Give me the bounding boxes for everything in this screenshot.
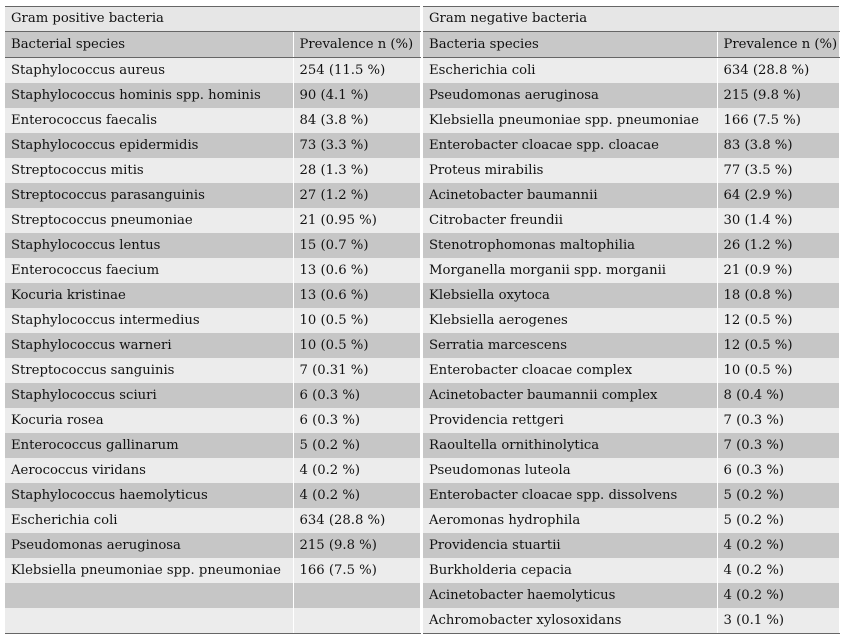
prevalence-cell: 5 (0.2 %): [717, 508, 839, 533]
table-row: [423, 333, 839, 358]
prevalence-cell: 6 (0.3 %): [293, 408, 420, 433]
species-cell: Acinetobacter baumannii complex: [423, 383, 717, 408]
prevalence-cell: 64 (2.9 %): [717, 183, 839, 208]
table-row: [423, 158, 839, 183]
species-cell: Providencia stuartii: [423, 533, 717, 558]
prevalence-cell: 6 (0.3 %): [717, 458, 839, 483]
species-cell: Staphylococcus aureus: [5, 58, 293, 84]
table-row: [5, 183, 420, 208]
species-cell: Staphylococcus lentus: [5, 233, 293, 258]
table-row: [5, 83, 420, 108]
species-cell: Acinetobacter baumannii: [423, 183, 717, 208]
species-cell: [5, 608, 293, 634]
species-cell: [5, 583, 293, 608]
table-row: [5, 158, 420, 183]
table-row: [5, 383, 420, 408]
table-row: [423, 258, 839, 283]
prevalence-cell: 4 (0.2 %): [717, 583, 839, 608]
prevalence-cell: 12 (0.5 %): [717, 308, 839, 333]
species-cell: Klebsiella oxytoca: [423, 283, 717, 308]
table-row: [423, 608, 839, 634]
prevalence-cell: 27 (1.2 %): [293, 183, 420, 208]
column-header-species: Bacterial species: [5, 32, 293, 58]
table-row: [5, 583, 420, 608]
species-cell: Enterobacter cloacae spp. dissolvens: [423, 483, 717, 508]
table-row: [423, 358, 839, 383]
table-row: [5, 58, 420, 84]
prevalence-cell: [293, 608, 420, 634]
gram-negative-title: Gram negative bacteria: [423, 7, 839, 32]
prevalence-cell: 83 (3.8 %): [717, 133, 839, 158]
species-cell: Morganella morganii spp. morganii: [423, 258, 717, 283]
prevalence-cell: 15 (0.7 %): [293, 233, 420, 258]
species-cell: Serratia marcescens: [423, 333, 717, 358]
prevalence-cell: 18 (0.8 %): [717, 283, 839, 308]
prevalence-cell: 7 (0.3 %): [717, 433, 839, 458]
gram-positive-title: Gram positive bacteria: [5, 7, 420, 32]
table-row: [5, 208, 420, 233]
prevalence-cell: 166 (7.5 %): [717, 108, 839, 133]
species-cell: Enterococcus gallinarum: [5, 433, 293, 458]
species-cell: Enterobacter cloacae complex: [423, 358, 717, 383]
species-cell: Aeromonas hydrophila: [423, 508, 717, 533]
table-row: [423, 558, 839, 583]
gram-negative-body: [423, 58, 839, 634]
species-cell: Achromobacter xylosoxidans: [423, 608, 717, 634]
species-cell: Aerococcus viridans: [5, 458, 293, 483]
species-cell: Enterococcus faecalis: [5, 108, 293, 133]
table-row: [5, 508, 420, 533]
prevalence-cell: 4 (0.2 %): [293, 458, 420, 483]
table-row: [5, 333, 420, 358]
table-row: [5, 608, 420, 634]
table-row: [5, 358, 420, 383]
species-cell: Staphylococcus hominis spp. hominis: [5, 83, 293, 108]
gram-positive-body: [5, 58, 420, 634]
table-row: [5, 108, 420, 133]
prevalence-cell: 4 (0.2 %): [717, 558, 839, 583]
prevalence-cell: 73 (3.3 %): [293, 133, 420, 158]
table-row: [423, 508, 839, 533]
table-row: [5, 433, 420, 458]
species-cell: Providencia rettgeri: [423, 408, 717, 433]
prevalence-cell: 3 (0.1 %): [717, 608, 839, 634]
table-row: [423, 383, 839, 408]
species-cell: Enterobacter cloacae spp. cloacae: [423, 133, 717, 158]
table-row: [5, 133, 420, 158]
prevalence-cell: 28 (1.3 %): [293, 158, 420, 183]
table-row: [423, 433, 839, 458]
table-row: [5, 283, 420, 308]
prevalence-cell: [293, 583, 420, 608]
table-row: [423, 583, 839, 608]
species-cell: Burkholderia cepacia: [423, 558, 717, 583]
species-cell: Pseudomonas luteola: [423, 458, 717, 483]
species-cell: Stenotrophomonas maltophilia: [423, 233, 717, 258]
column-header-species: Bacteria species: [423, 32, 717, 58]
species-cell: Klebsiella pneumoniae spp. pneumoniae: [423, 108, 717, 133]
species-cell: Proteus mirabilis: [423, 158, 717, 183]
table-row: [423, 83, 839, 108]
prevalence-cell: 634 (28.8 %): [717, 58, 839, 84]
species-cell: Escherichia coli: [423, 58, 717, 84]
prevalence-cell: 215 (9.8 %): [717, 83, 839, 108]
species-cell: Klebsiella pneumoniae spp. pneumoniae: [5, 558, 293, 583]
prevalence-cell: 8 (0.4 %): [717, 383, 839, 408]
species-cell: Raoultella ornithinolytica: [423, 433, 717, 458]
table-row: [5, 308, 420, 333]
gram-negative-table: [423, 6, 840, 634]
species-cell: Staphylococcus haemolyticus: [5, 483, 293, 508]
table-row: [423, 133, 839, 158]
table-row: [423, 483, 839, 508]
table-row: [423, 58, 839, 84]
prevalence-cell: 84 (3.8 %): [293, 108, 420, 133]
prevalence-cell: 21 (0.9 %): [717, 258, 839, 283]
prevalence-cell: 7 (0.31 %): [293, 358, 420, 383]
gram-positive-table: [5, 6, 421, 634]
species-cell: Streptococcus sanguinis: [5, 358, 293, 383]
column-header-prevalence: Prevalence n (%): [293, 32, 420, 58]
prevalence-cell: 6 (0.3 %): [293, 383, 420, 408]
species-cell: Staphylococcus sciuri: [5, 383, 293, 408]
prevalence-cell: 4 (0.2 %): [717, 533, 839, 558]
species-cell: Kocuria rosea: [5, 408, 293, 433]
species-cell: Staphylococcus intermedius: [5, 308, 293, 333]
column-header-prevalence: Prevalence n (%): [717, 32, 839, 58]
table-row: [423, 183, 839, 208]
table-row: [5, 458, 420, 483]
prevalence-cell: 10 (0.5 %): [293, 308, 420, 333]
prevalence-cell: 4 (0.2 %): [293, 483, 420, 508]
prevalence-cell: 254 (11.5 %): [293, 58, 420, 84]
prevalence-cell: 166 (7.5 %): [293, 558, 420, 583]
table-row: [5, 233, 420, 258]
species-cell: Kocuria kristinae: [5, 283, 293, 308]
prevalence-cell: 10 (0.5 %): [293, 333, 420, 358]
species-cell: Staphylococcus warneri: [5, 333, 293, 358]
species-cell: Staphylococcus epidermidis: [5, 133, 293, 158]
prevalence-cell: 10 (0.5 %): [717, 358, 839, 383]
table-row: [5, 533, 420, 558]
species-cell: Acinetobacter haemolyticus: [423, 583, 717, 608]
prevalence-cell: 13 (0.6 %): [293, 283, 420, 308]
prevalence-cell: 21 (0.95 %): [293, 208, 420, 233]
prevalence-cell: 5 (0.2 %): [717, 483, 839, 508]
table-row: [5, 258, 420, 283]
table-row: [5, 408, 420, 433]
table-row: [423, 283, 839, 308]
table-row: [423, 233, 839, 258]
prevalence-cell: 77 (3.5 %): [717, 158, 839, 183]
prevalence-cell: 7 (0.3 %): [717, 408, 839, 433]
species-cell: Escherichia coli: [5, 508, 293, 533]
table-row: [423, 458, 839, 483]
species-cell: Klebsiella aerogenes: [423, 308, 717, 333]
species-cell: Enterococcus faecium: [5, 258, 293, 283]
table-row: [423, 533, 839, 558]
table-row: [423, 308, 839, 333]
prevalence-cell: 634 (28.8 %): [293, 508, 420, 533]
species-cell: Streptococcus parasanguinis: [5, 183, 293, 208]
prevalence-cell: 26 (1.2 %): [717, 233, 839, 258]
species-cell: Streptococcus pneumoniae: [5, 208, 293, 233]
prevalence-cell: 30 (1.4 %): [717, 208, 839, 233]
table-row: [5, 483, 420, 508]
table-row: [5, 558, 420, 583]
table-row: [423, 408, 839, 433]
species-cell: Citrobacter freundii: [423, 208, 717, 233]
prevalence-cell: 215 (9.8 %): [293, 533, 420, 558]
prevalence-cell: 90 (4.1 %): [293, 83, 420, 108]
species-cell: Pseudomonas aeruginosa: [423, 83, 717, 108]
table-row: [423, 208, 839, 233]
prevalence-cell: 12 (0.5 %): [717, 333, 839, 358]
species-cell: Streptococcus mitis: [5, 158, 293, 183]
table-row: [423, 108, 839, 133]
species-cell: Pseudomonas aeruginosa: [5, 533, 293, 558]
prevalence-cell: 13 (0.6 %): [293, 258, 420, 283]
prevalence-cell: 5 (0.2 %): [293, 433, 420, 458]
